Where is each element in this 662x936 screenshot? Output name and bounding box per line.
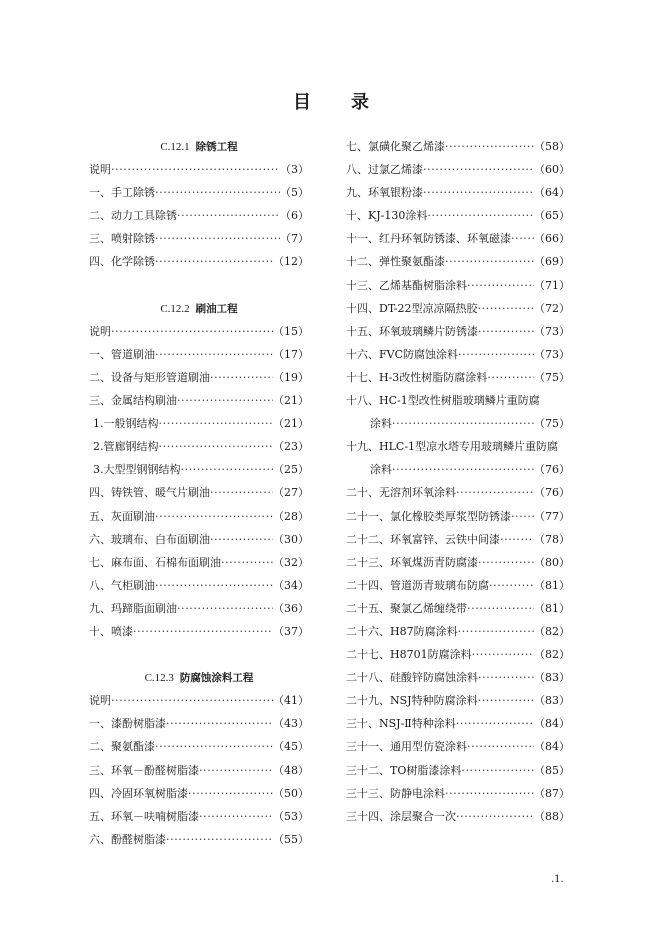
toc-entry[interactable]: [346, 735, 570, 758]
toc-label: 三十、NSJ-Ⅱ特种涂料: [346, 717, 456, 731]
toc-entry[interactable]: [89, 343, 309, 366]
toc-entry[interactable]: [89, 759, 309, 782]
toc-label: 二十三、环氧煤沥青防腐漆: [346, 555, 478, 569]
leader-dots: [155, 735, 273, 758]
section-heading: [89, 666, 309, 689]
leader-dots: [199, 759, 273, 782]
toc-label: 三十二、TO树脂漆涂料: [346, 763, 462, 777]
toc-label: 二十五、聚氯乙烯缠绕带: [346, 601, 467, 615]
toc-page: （15）: [273, 324, 309, 338]
toc-label: 九、环氧银粉漆: [346, 186, 423, 200]
toc-entry[interactable]: [89, 551, 309, 574]
toc-entry[interactable]: [89, 597, 309, 620]
toc-entry[interactable]: [89, 620, 309, 643]
toc-label: 涂料: [370, 463, 392, 477]
toc-label: 2.管廊钢结构: [93, 440, 159, 454]
toc-page: （84）: [534, 717, 570, 731]
leader-dots: [111, 320, 273, 343]
toc-entry[interactable]: [346, 343, 570, 366]
toc-page: （81）: [534, 601, 570, 615]
section-heading: [89, 135, 309, 158]
toc-label: 说明: [89, 694, 111, 708]
toc-page: （48）: [273, 763, 309, 777]
toc-label: 十、KJ-130涂料: [346, 209, 428, 223]
toc-page: （19）: [273, 370, 309, 384]
toc-entry[interactable]: [89, 412, 309, 435]
toc-page: （72）: [534, 301, 570, 315]
toc-label: 二十二、环氧富锌、云铁中间漆: [346, 532, 500, 546]
toc-page: （75）: [534, 417, 570, 431]
toc-entry-line[interactable]: [346, 389, 570, 412]
leader-dots: [221, 551, 273, 574]
toc-page: （65）: [534, 209, 570, 223]
toc-entry[interactable]: [346, 204, 570, 227]
toc-label: 五、环氧－呋喃树脂漆: [89, 809, 199, 823]
leader-dots: [111, 689, 273, 712]
toc-entry[interactable]: [89, 689, 309, 712]
toc-entry[interactable]: [346, 274, 570, 297]
toc-label: 二十一、氯化橡胶类厚浆型防锈漆: [346, 509, 511, 523]
toc-entry[interactable]: [346, 805, 570, 828]
toc-page: （45）: [273, 740, 309, 754]
leader-dots: [427, 204, 534, 227]
toc-page: （36）: [273, 601, 309, 615]
toc-entry[interactable]: [346, 135, 570, 158]
toc-label: 1.一般钢结构: [93, 417, 159, 431]
leader-dots: [166, 712, 273, 735]
toc-entry-line[interactable]: [346, 435, 570, 458]
toc-label: 二十九、NSJ特种防腐涂料: [346, 694, 478, 708]
toc-page: （6）: [280, 209, 309, 223]
toc-entry[interactable]: [346, 759, 570, 782]
toc-entry[interactable]: [89, 782, 309, 805]
leader-dots: [467, 597, 534, 620]
toc-label: 三十一、通用型仿瓷涂料: [346, 740, 467, 754]
toc-page: （41）: [273, 694, 309, 708]
toc-label: 五、灰面刷油: [89, 509, 155, 523]
toc-label: 九、玛蹄脂面刷油: [89, 601, 177, 615]
toc-entry[interactable]: [89, 828, 309, 851]
toc-page: （69）: [534, 255, 570, 269]
toc-label: 十四、DT-22型凉凉隔热胶: [346, 301, 478, 315]
toc-label: 十一、红丹环氧防锈漆、环氧磁漆: [346, 232, 511, 246]
toc-label: 七、麻布面、石棉布面刷油: [89, 555, 221, 569]
toc-entry[interactable]: [89, 158, 309, 181]
toc-page: （77）: [534, 509, 570, 523]
toc-label: 二十七、H8701防腐涂料: [346, 648, 472, 662]
toc-label: 二、动力工具除锈: [89, 209, 177, 223]
toc-page: （64）: [534, 186, 570, 200]
toc-page: （83）: [534, 694, 570, 708]
toc-label: 四、铸铁管、暖气片刷油: [89, 486, 210, 500]
toc-page: （73）: [534, 347, 570, 361]
toc-entry[interactable]: [346, 505, 570, 528]
toc-entry[interactable]: [89, 366, 309, 389]
leader-dots: [188, 782, 273, 805]
leader-dots: [181, 458, 274, 481]
toc-page: （21）: [273, 394, 309, 408]
section-name: 防腐蚀涂料工程: [179, 672, 254, 685]
toc-page: （78）: [534, 532, 570, 546]
toc-page: （37）: [273, 624, 309, 638]
toc-entry[interactable]: [89, 435, 309, 458]
toc-page: （58）: [534, 140, 570, 153]
leader-dots: [423, 158, 534, 181]
toc-entry[interactable]: [346, 643, 570, 666]
toc-label: 三、喷射除锈: [89, 232, 155, 246]
leader-dots: [199, 805, 273, 828]
toc-entry[interactable]: [89, 320, 309, 343]
leader-dots: [155, 250, 273, 273]
leader-dots: [155, 574, 273, 597]
leader-dots: [111, 158, 280, 181]
page-title: 目 录: [293, 92, 369, 113]
toc-label: 十七、H-3改性树脂防腐涂料: [346, 370, 488, 384]
toc-label: 二十六、H87防腐涂料: [346, 624, 458, 638]
toc-entry[interactable]: [346, 597, 570, 620]
toc-page: （7）: [280, 232, 309, 246]
leader-dots: [159, 412, 274, 435]
toc-label: 说明: [89, 324, 111, 338]
toc-page: （76）: [534, 486, 570, 500]
toc-page: （3）: [280, 163, 309, 177]
toc-entry[interactable]: [346, 574, 570, 597]
toc-page: （83）: [534, 671, 570, 685]
toc-page: （32）: [273, 555, 309, 569]
toc-page: （82）: [534, 624, 570, 638]
section-heading: [89, 297, 309, 320]
toc-page: （34）: [273, 578, 309, 592]
toc-label: 二、聚氨酯漆: [89, 740, 155, 754]
toc-page: （50）: [273, 786, 309, 800]
toc-entry[interactable]: [89, 805, 309, 828]
toc-entry[interactable]: [89, 574, 309, 597]
leader-dots: [445, 250, 534, 273]
toc-label: 十、喷漆: [89, 624, 133, 638]
section-name: 除锈工程: [195, 141, 238, 153]
toc-entry[interactable]: [346, 181, 570, 204]
leader-dots: [477, 297, 534, 320]
toc-page: （60）: [534, 163, 570, 177]
toc-page: （73）: [534, 324, 570, 338]
toc-entry[interactable]: [346, 250, 570, 273]
toc-page: （12）: [273, 255, 309, 269]
toc-page: （71）: [534, 278, 570, 292]
toc-page: （87）: [534, 786, 570, 800]
toc-page: （88）: [534, 809, 570, 823]
leader-dots: [478, 689, 534, 712]
toc-label: 三十四、涂层聚合一次: [346, 809, 456, 823]
leader-dots: [478, 551, 534, 574]
toc-page: （81）: [534, 578, 570, 592]
toc-page: （25）: [273, 463, 309, 477]
toc-entry[interactable]: [89, 227, 309, 250]
toc-entry[interactable]: [346, 366, 570, 389]
leader-dots: [133, 620, 273, 643]
section-code: C.12.2: [160, 302, 190, 315]
toc-entry[interactable]: [346, 297, 570, 320]
leader-dots: [472, 643, 534, 666]
leader-dots: [487, 366, 534, 389]
toc-entry[interactable]: [89, 389, 309, 412]
toc-label: 二十四、管道沥青玻璃布防腐: [346, 578, 489, 592]
toc-label: 3.大型型钢钢结构: [93, 463, 181, 477]
toc-entry[interactable]: [346, 458, 570, 481]
toc-page: （23）: [273, 440, 309, 454]
leader-dots: [456, 805, 534, 828]
toc-page: （82）: [534, 648, 570, 662]
section-code: C.12.3: [144, 672, 174, 685]
leader-dots: [461, 759, 534, 782]
toc-label: 三、环氧－酚醛树脂漆: [89, 763, 199, 777]
toc-page: （80）: [534, 555, 570, 569]
toc-page: （76）: [534, 463, 570, 477]
toc-label: 二十、无溶剂环氧涂料: [346, 486, 456, 500]
toc-entry[interactable]: [89, 735, 309, 758]
toc-label: 一、漆酚树脂漆: [89, 717, 166, 731]
leader-dots: [467, 735, 534, 758]
toc-entry[interactable]: [346, 320, 570, 343]
toc-entry[interactable]: [346, 528, 570, 551]
toc-label: 一、管道刷油: [89, 347, 155, 361]
toc-label: 十八、HC-1型改性树脂玻璃鳞片重防腐: [346, 394, 540, 408]
toc-label: 三、金属结构刷油: [89, 394, 177, 408]
toc-entry[interactable]: [346, 689, 570, 712]
leader-dots: [445, 135, 534, 158]
toc-label: 二十八、硅酸锌防腐蚀涂料: [346, 671, 478, 685]
toc-entry[interactable]: [89, 712, 309, 735]
leader-dots: [210, 528, 273, 551]
leader-dots: [155, 181, 280, 204]
toc-entry[interactable]: [346, 227, 570, 250]
toc-label: 十六、FVC防腐蚀涂料: [346, 347, 458, 361]
toc-entry[interactable]: [346, 666, 570, 689]
toc-entry[interactable]: [346, 158, 570, 181]
toc-entry[interactable]: [89, 458, 309, 481]
toc-page: （5）: [280, 186, 309, 200]
toc-label: 三十三、防静电涂料: [346, 786, 445, 800]
leader-dots: [445, 782, 534, 805]
toc-label: 十三、乙烯基酯树脂涂料: [346, 278, 467, 292]
toc-page: （17）: [273, 347, 309, 361]
leader-dots: [478, 320, 534, 343]
toc-label: 八、气柜刷油: [89, 578, 155, 592]
toc-left-column: [89, 135, 309, 851]
leader-dots: [511, 505, 534, 528]
toc-page: （75）: [534, 370, 570, 384]
section-code: C.12.1: [160, 141, 190, 153]
toc-label: 八、过氯乙烯漆: [346, 163, 423, 177]
leader-dots: [177, 597, 273, 620]
toc-label: 四、化学除锈: [89, 255, 155, 269]
leader-dots: [210, 366, 273, 389]
leader-dots: [155, 343, 273, 366]
leader-dots: [489, 574, 534, 597]
toc-entry[interactable]: [89, 204, 309, 227]
leader-dots: [177, 389, 273, 412]
toc-page: （55）: [273, 832, 309, 846]
toc-label: 一、手工除锈: [89, 186, 155, 200]
toc-label: 四、冷固环氧树脂漆: [89, 786, 188, 800]
toc-page: （27）: [273, 486, 309, 500]
toc-entry[interactable]: [346, 481, 570, 504]
toc-label: 二、设备与矩形管道刷油: [89, 370, 210, 384]
leader-dots: [456, 481, 534, 504]
toc-page: （53）: [273, 809, 309, 823]
toc-entry[interactable]: [89, 528, 309, 551]
leader-dots: [423, 181, 534, 204]
toc-entry[interactable]: [346, 620, 570, 643]
leader-dots: [155, 227, 280, 250]
toc-label: 七、氯磺化聚乙烯漆: [346, 140, 445, 153]
toc-label: 十五、环氧玻璃鳞片防锈漆: [346, 324, 478, 338]
toc-entry[interactable]: [346, 412, 570, 435]
leader-dots: [478, 666, 534, 689]
leader-dots: [392, 412, 534, 435]
toc-page: （28）: [273, 509, 309, 523]
leader-dots: [392, 458, 534, 481]
leader-dots: [467, 274, 534, 297]
toc-label: 六、酚醛树脂漆: [89, 832, 166, 846]
page-number: .1.: [551, 874, 564, 885]
leader-dots: [159, 435, 274, 458]
toc-entry[interactable]: [89, 505, 309, 528]
leader-dots: [500, 528, 534, 551]
leader-dots: [210, 481, 273, 504]
leader-dots: [166, 828, 273, 851]
leader-dots: [456, 712, 534, 735]
section-name: 刷油工程: [195, 302, 238, 315]
toc-page: （30）: [273, 532, 309, 546]
leader-dots: [458, 620, 534, 643]
leader-dots: [177, 204, 280, 227]
toc-right-column: [346, 135, 570, 828]
toc-page: （21）: [273, 417, 309, 431]
toc-label: 十九、HLC-1型凉水塔专用玻璃鳞片重防腐: [346, 440, 559, 454]
toc-label: 六、玻璃布、白布面刷油: [89, 532, 210, 546]
toc-label: 涂料: [370, 417, 392, 431]
toc-label: 十二、弹性聚氨酯漆: [346, 255, 445, 269]
toc-label: 说明: [89, 163, 111, 177]
toc-entry[interactable]: [346, 712, 570, 735]
toc-entry[interactable]: [89, 250, 309, 273]
toc-entry[interactable]: [89, 481, 309, 504]
leader-dots: [155, 505, 273, 528]
leader-dots: [511, 227, 534, 250]
toc-entry[interactable]: [89, 181, 309, 204]
toc-page: （84）: [534, 740, 570, 754]
leader-dots: [458, 343, 534, 366]
toc-page: （66）: [534, 232, 570, 246]
toc-entry[interactable]: [346, 551, 570, 574]
toc-entry[interactable]: [346, 782, 570, 805]
toc-page: （85）: [534, 763, 570, 777]
toc-page: （43）: [273, 717, 309, 731]
